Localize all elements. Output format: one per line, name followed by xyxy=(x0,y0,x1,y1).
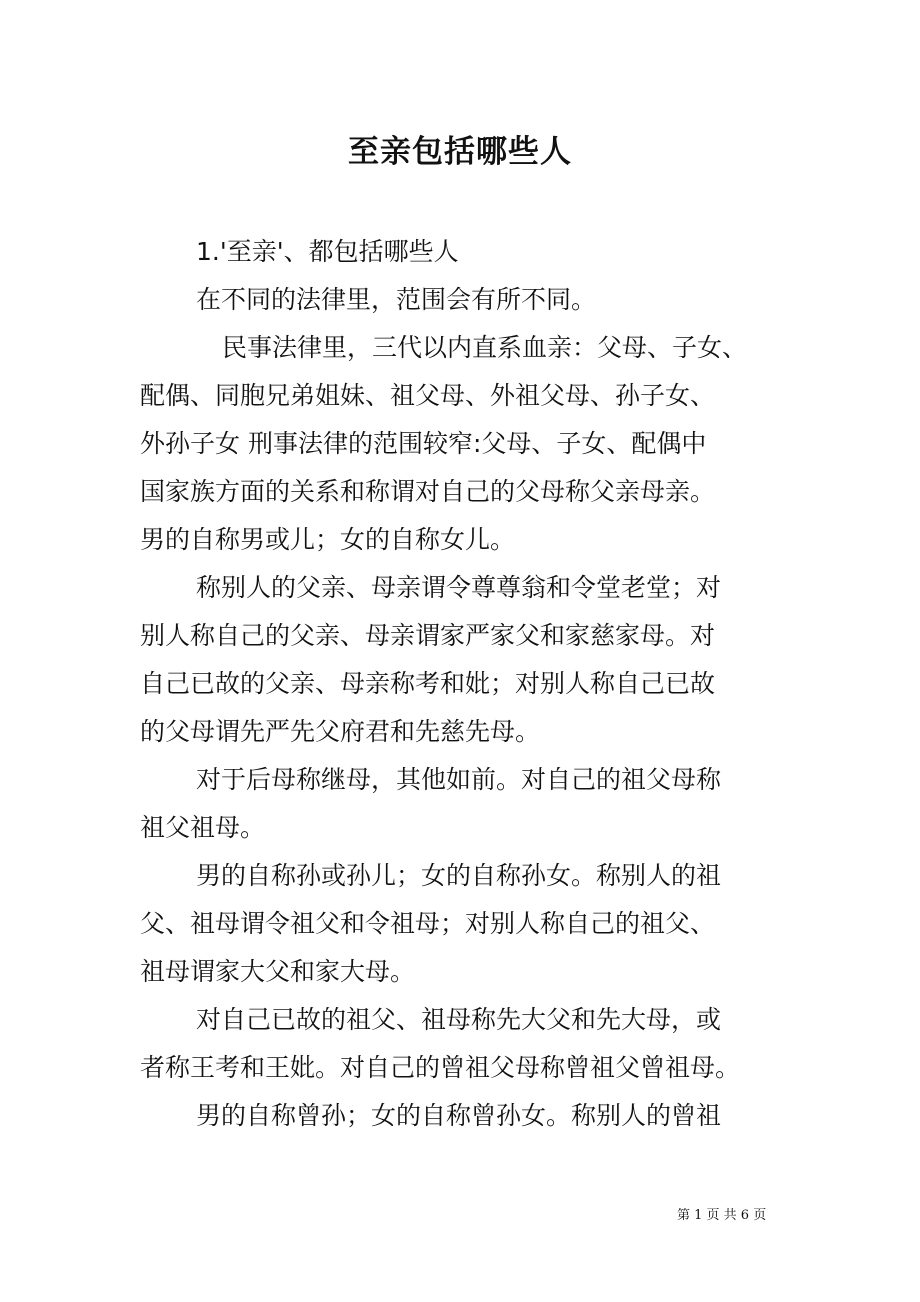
text-line: 男的自称曾孙；女的自称曾孙女。称别人的曾祖 xyxy=(196,1101,722,1130)
text-line: 民事法律里，三代以内直系血亲：父母、子女、 xyxy=(222,333,748,362)
text-line: 男的自称男或儿；女的自称女儿。 xyxy=(140,525,516,554)
text-line: 在不同的法律里，范围会有所不同。 xyxy=(196,285,597,314)
text-line: 祖母谓家大父和家大母。 xyxy=(140,957,416,986)
text-line: 对于后母称继母，其他如前。对自己的祖父母称 xyxy=(196,765,722,794)
text-line: 者称王考和王妣。对自己的曾祖父母称曾祖父曾祖母。 xyxy=(140,1053,741,1082)
text-line: 父、祖母谓令祖父和令祖母；对别人称自己的祖父、 xyxy=(140,909,716,938)
page-number-footer: 第 1 页 共 6 页 xyxy=(677,1208,767,1223)
text-line: 国家族方面的关系和称谓对自己的父母称父亲母亲。 xyxy=(140,477,716,506)
text-line: 的父母谓先严先父府君和先慈先母。 xyxy=(140,717,541,746)
text-line: 别人称自己的父亲、母亲谓家严家父和家慈家母。对 xyxy=(140,621,716,650)
text-line: 祖父祖母。 xyxy=(140,813,266,842)
text-line: 对自己已故的祖父、祖母称先大父和先大母，或 xyxy=(196,1005,722,1034)
text-line: 配偶、同胞兄弟姐妹、祖父母、外祖父母、孙子女、 xyxy=(140,381,716,410)
text-line: 男的自称孙或孙儿；女的自称孙女。称别人的祖 xyxy=(196,861,722,890)
text-line: 1.'至亲'、都包括哪些人 xyxy=(196,237,459,266)
text-line: 称别人的父亲、母亲谓令尊尊翁和令堂老堂；对 xyxy=(196,573,722,602)
text-line: 自己已故的父亲、母亲称考和妣；对别人称自己已故 xyxy=(140,669,716,698)
text-line: 外孙子女 刑事法律的范围较窄:父母、子女、配偶中 xyxy=(140,429,707,458)
document-title: 至亲包括哪些人 xyxy=(348,134,572,170)
